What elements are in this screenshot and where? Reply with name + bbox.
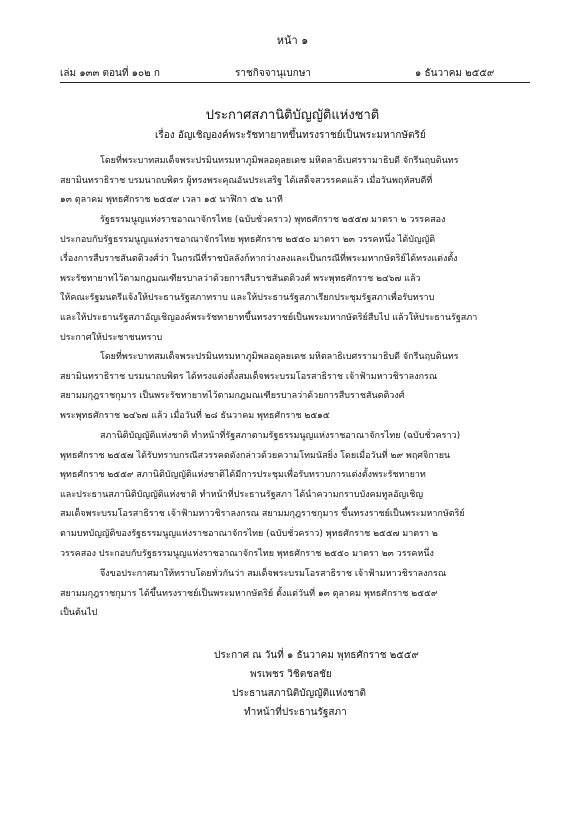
announcement-title: ประกาศสภานิติบัญญัติแห่งชาติ	[205, 108, 380, 123]
gazette-name: ราชกิจจานุเบกษา	[235, 68, 312, 79]
paragraph-line: สยามมกุฎราชกุมาร ได้ขึ้นทรงราชย์เป็นพระมหากษัตริย์ ตั้งแต่วันที่ ๑๓ ตุลาคม พุทธศักราช ๒๕๕๙	[60, 588, 438, 599]
signatory-name: พรเพชร วิชิตชลชัย	[250, 669, 332, 680]
paragraph-line: วรรคสอง ประกอบกับรัฐธรรมนูญแห่งราชอาณาจักรไทย พุทธศักราช ๒๕๕๐ มาตรา ๒๓ วรรคหนึ่ง	[60, 548, 434, 559]
paragraph-line: พุทธศักราช ๒๕๕๙ สภานิติบัญญัติแห่งชาติได้มีการประชุมเพื่อรับทราบการแต่งตั้งพระรัชทายาท	[60, 470, 426, 481]
paragraph-line: พระพุทธศักราช ๒๔๖๗ แล้ว เมื่อวันที่ ๒๘ ธันวาคม พุทธศักราช ๒๕๑๕	[60, 410, 330, 421]
paragraph-line: และให้ประธานรัฐสภาอัญเชิญองค์พระรัชทายาทขึ้นทรงราชย์เป็นพระมหากษัตริย์สืบไป แล้วให้ประธานรัฐสภา	[60, 312, 478, 323]
paragraph-4	[60, 427, 530, 564]
paragraph-line: จึงขอประกาศมาให้ทราบโดยทั่วกันว่า สมเด็จพระบรมโอรสาธิราช เจ้าฟ้ามหาวชิราลงกรณ	[100, 569, 447, 579]
paragraph-line: เป็นต้นไป	[60, 608, 98, 619]
publication-date: ๑ ธันวาคม ๒๕๕๙	[415, 68, 495, 79]
paragraph-2	[60, 211, 530, 348]
signatory-acting-position: ทำหน้าที่ประธานรัฐสภา	[244, 707, 347, 718]
paragraph-line: ประกาศให้ประชาชนทราบ	[60, 332, 163, 343]
paragraph-line: สยามมกุฎราชกุมาร เป็นพระรัชทายาทไว้ตามกฎมณเฑียรบาลว่าด้วยการสืบราชสันตติวงศ์	[60, 391, 405, 402]
header-divider	[60, 82, 530, 83]
paragraph-line: ๑๓ ตุลาคม พุทธศักราช ๒๕๕๙ เวลา ๑๕ นาฬิกา ๕๒ นาที	[60, 195, 283, 206]
paragraph-line: พระรัชทายาทไว้ตามกฎมณเฑียรบาลว่าด้วยการสืบราชสันตติวงศ์ พระพุทธศักราช ๒๔๖๗ แล้ว	[60, 273, 421, 284]
announcement-date: ประกาศ ณ วันที่ ๑ ธันวาคม พุทธศักราช ๒๕๕๙	[214, 650, 419, 661]
paragraph-3	[60, 348, 530, 426]
page-number: หน้า ๑	[276, 34, 309, 47]
paragraph-line: สมเด็จพระบรมโอรสาธิราช เจ้าฟ้ามหาวชิราลงกรณ สยามมกุฎราชกุมาร ขึ้นทรงราชย์เป็นพระมหากษัตริย์	[60, 509, 465, 520]
paragraph-line: เรื่องการสืบราชสันตติวงศ์ว่า ในกรณีที่ราชบัลลังก์หากว่างลงและเป็นกรณีที่พระมหากษัตริย์ได้ทรงแต่งตั้ง	[60, 254, 458, 265]
announcement-subject: เรื่อง อัญเชิญองค์พระรัชทายาทขึ้นทรงราชย์เป็นพระมหากษัตริย์	[155, 130, 426, 141]
paragraph-line: ให้คณะรัฐมนตรีแจ้งให้ประธานรัฐสภาทราบ และให้ประธานรัฐสภาเรียกประชุมรัฐสภาเพื่อรับทราบ	[60, 293, 435, 304]
paragraph-line: ประกอบกับรัฐธรรมนูญแห่งราชอาณาจักรไทย พุทธศักราช ๒๕๕๐ มาตรา ๒๓ วรรคหนึ่ง ได้บัญญัติ	[60, 234, 436, 245]
paragraph-line: โดยที่พระบาทสมเด็จพระปรมินทรมหาภูมิพลอดุลยเดช มหิตลาธิเบศรรามาธิบดี จักรีนฤบดินทร	[100, 352, 459, 362]
paragraph-5	[60, 565, 530, 624]
volume-issue: เล่ม ๑๓๓ ตอนที่ ๑๐๒ ก	[60, 68, 160, 79]
paragraph-line: โดยที่พระบาทสมเด็จพระปรมินทรมหาภูมิพลอดุลยเดช มหิตลาธิเบศรรามาธิบดี จักรีนฤบดินทร	[100, 156, 459, 166]
paragraph-line: สภานิติบัญญัติแห่งชาติ ทำหน้าที่รัฐสภาตามรัฐธรรมนูญแห่งราชอาณาจักรไทย (ฉบับชั่วคราว)	[100, 431, 461, 441]
paragraph-line: สยามินทราธิราช บรมนาถบพิตร ผู้ทรงพระคุณอันประเสริฐ ได้เสด็จสวรรคตแล้ว เมื่อวันพฤหัสบดีที่	[60, 175, 433, 186]
paragraph-line: พุทธศักราช ๒๕๕๗ ได้รับทราบกรณีสวรรคตดังกล่าวด้วยความโทมนัสยิ่ง โดยเมื่อวันที่ ๒๙ พฤศจิกายน	[60, 450, 451, 461]
paragraph-1	[60, 152, 530, 211]
paragraph-line: และประธานสภานิติบัญญัติแห่งชาติ ทำหน้าที่ประธานรัฐสภา ได้นำความกราบบังคมทูลอัญเชิญ	[60, 489, 423, 500]
signatory-position: ประธานสภานิติบัญญัติแห่งชาติ	[232, 688, 366, 699]
paragraph-line: ตามบทบัญญัติของรัฐธรรมนูญแห่งราชอาณาจักรไทย (ฉบับชั่วคราว) พุทธศักราช ๒๕๕๗ มาตรา ๒	[60, 528, 438, 539]
paragraph-line: สยามินทราธิราช บรมนาถบพิตร ได้ทรงแต่งตั้งสมเด็จพระบรมโอรสาธิราช เจ้าฟ้ามหาวชิราลงกรณ	[60, 371, 438, 382]
paragraph-line: รัฐธรรมนูญแห่งราชอาณาจักรไทย (ฉบับชั่วคราว) พุทธศักราช ๒๕๕๗ มาตรา ๒ วรรคสอง	[100, 215, 446, 225]
